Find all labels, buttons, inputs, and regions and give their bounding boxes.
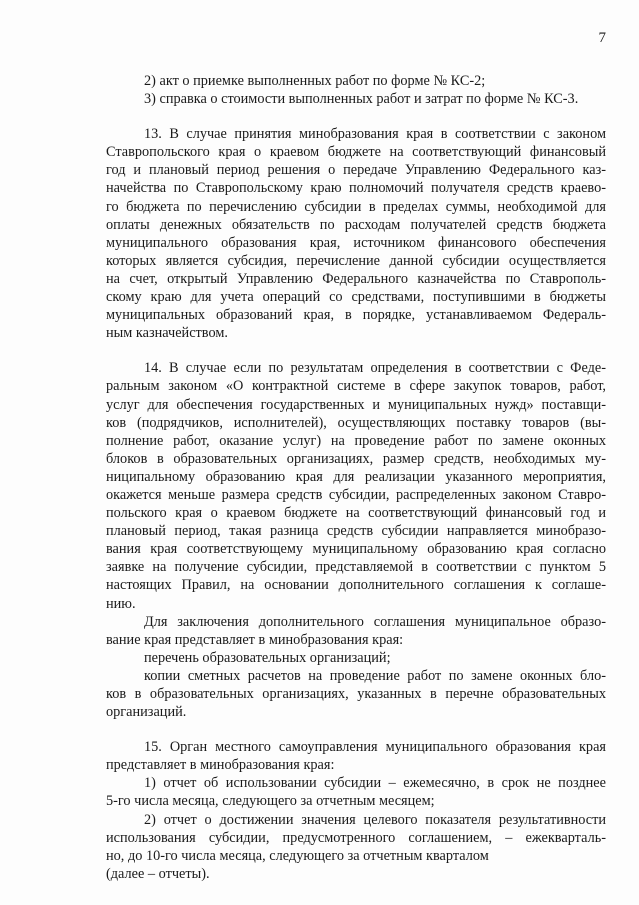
text-block — [106, 738, 606, 883]
text-line: услуг для обеспечения государственных и муниципальных нужд» поставщи- — [106, 396, 606, 413]
text-line: представляет в минобразования края: — [106, 757, 335, 774]
text-line: полнение работ, оказание услуг) на проведение работ по замене оконных — [106, 432, 606, 449]
text-line: Ставропольского края о краевом бюджете на соответствующий финансовый — [106, 144, 606, 161]
text-line: 3) справка о стоимости выполненных работ и затрат по форме № КС-3. — [144, 91, 579, 108]
text-line: окажется меньше размера средств субсидии, распределенных законом Ставро- — [106, 486, 606, 503]
text-line: 2) акт о приемке выполненных работ по форме № КС-2; — [144, 73, 486, 89]
paragraph-gap — [106, 342, 606, 359]
text-line: нию. — [106, 595, 136, 612]
document-body — [106, 72, 606, 883]
text-line: 14. В случае если по результатам определения в соответствии с Феде- — [144, 360, 606, 377]
text-line: Для заключения дополнительного соглашения муниципальное образо- — [144, 613, 606, 630]
paragraph-gap — [106, 721, 606, 738]
text-line: заявке на получение субсидии, представляемой в соответствии с пунктом 5 — [106, 559, 606, 576]
text-line: оплаты денежных обязательств по расходам получателей средств бюджета — [106, 216, 606, 233]
text-line: на счет, открытый Управлению Федерального казначейства по Ставрополь- — [106, 270, 606, 287]
text-line: вание края представляет в минобразования края: — [106, 631, 404, 648]
text-line: польского края о краевом бюджете на соответствующий финансовый год и — [106, 505, 606, 522]
text-line: блоков в образовательных организациях, размер средств, необходимых му- — [106, 450, 606, 467]
text-block — [106, 125, 606, 342]
text-line: муниципального образования края, источником финансового обеспечения — [106, 234, 606, 251]
text-line: ральным законом «О контрактной системе в сфере закупок товаров, работ, — [106, 378, 606, 395]
text-line: которых является субсидия, перечисление данной субсидии осуществляется — [106, 252, 606, 269]
text-line: муниципальных образований края, в порядке, устанавливаемом Федераль- — [106, 307, 606, 324]
text-line: использования субсидии, предусмотренного соглашением, – ежекварталь- — [106, 829, 606, 846]
text-line: 15. Орган местного самоуправления муниципального образования края — [144, 739, 606, 756]
text-block — [106, 359, 606, 721]
text-line: плановый период, такая разница средств субсидии направляется минобразо- — [106, 523, 606, 540]
text-line: организаций. — [106, 704, 187, 721]
text-line: 1) отчет об использовании субсидии – ежемесячно, в срок не позднее — [144, 775, 606, 792]
text-line: го бюджета по перечислению субсидии в пределах суммы, необходимой для — [106, 198, 606, 215]
page-number: 7 — [598, 30, 606, 46]
text-line: (далее – отчеты). — [106, 865, 210, 882]
text-line: ниципальному образованию края для реализации указанного мероприятия, — [106, 468, 606, 485]
text-line: 13. В случае принятия минобразования края в соответствии с законом — [144, 126, 606, 143]
text-line: настоящих Правил, на основании дополнительного соглашения к соглаше- — [106, 577, 606, 594]
text-line: но, до 10-го числа месяца, следующего за отчетным кварталом — [106, 847, 489, 864]
text-line: 5-го числа месяца, следующего за отчетным месяцем; — [106, 793, 435, 810]
text-line: год и плановый период решения о передаче Управлению Федерального каз- — [106, 162, 606, 179]
text-line: 2) отчет о достижении значения целевого показателя результативности — [144, 811, 606, 828]
text-line: ным казначейством. — [106, 325, 228, 342]
text-line: ков (подрядчиков, исполнителей), осуществляющих поставку товаров (вы- — [106, 414, 606, 431]
paragraph-gap — [106, 108, 606, 125]
text-line: ков в образовательных организациях, указанных в перечне образовательных — [106, 686, 606, 702]
text-line: копии сметных расчетов на проведение работ по замене оконных бло- — [144, 667, 606, 684]
text-line: вания края соответствующему муниципальному образованию края согласно — [106, 541, 606, 558]
text-block — [106, 72, 606, 108]
text-line: перечень образовательных организаций; — [144, 649, 391, 666]
text-line: скому краю для учета операций со средствами, поступившими в бюджеты — [106, 289, 606, 306]
text-line: начейства по Ставропольскому краю полномочий получателя средств краево- — [106, 180, 606, 197]
